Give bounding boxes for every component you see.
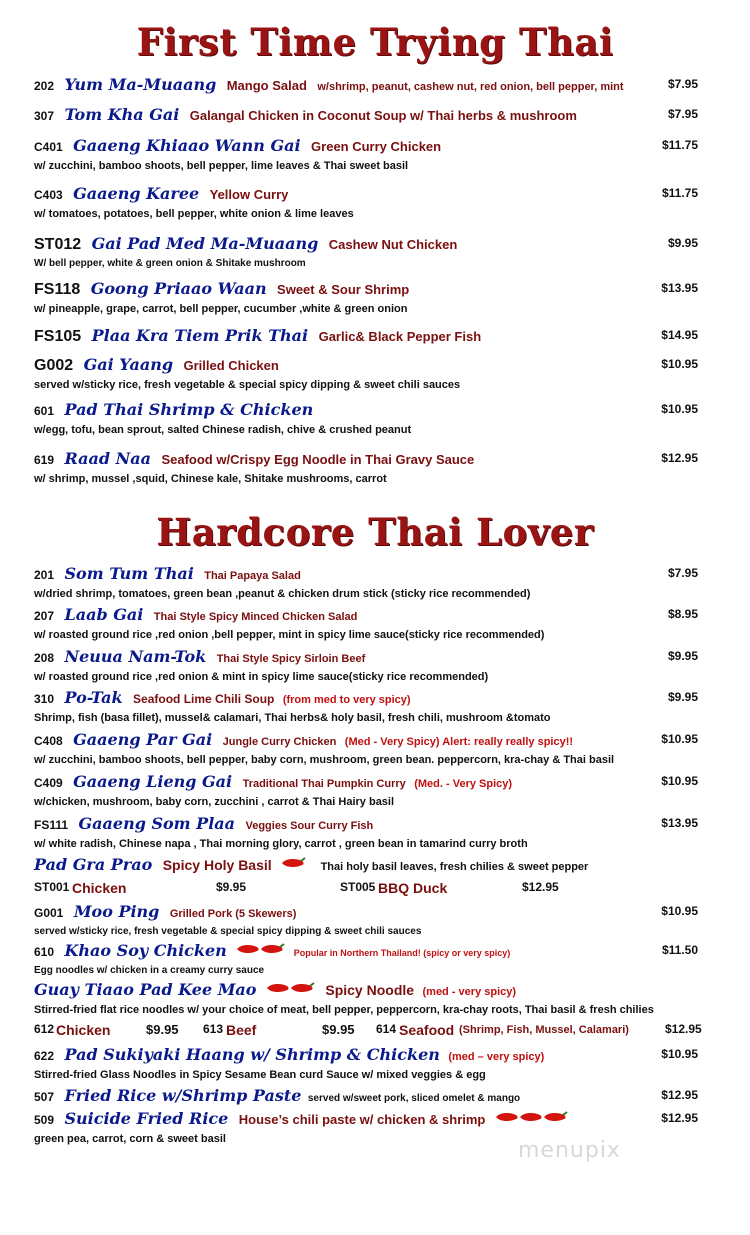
item-english-name: Seafood Lime Chili Soup <box>133 692 275 706</box>
item-english-name: Green Curry Chicken <box>311 139 442 154</box>
item-price: $7.95 <box>667 566 698 580</box>
item-description: W/ bell pepper, white & green onion & Shitake mushroom <box>34 258 306 269</box>
menu-item <box>34 941 714 976</box>
option-name: Chicken <box>72 880 127 896</box>
item-price: $12.95 <box>661 451 698 465</box>
item-description: Egg noodles w/ chicken in a creamy curry sauce <box>34 965 265 976</box>
item-code: C401 <box>34 140 63 154</box>
item-price: $9.95 <box>667 690 698 704</box>
item-thai-name: Pad Sukiyaki Haang w/ Shrimp & Chicken <box>64 1045 440 1064</box>
item-price: $13.95 <box>661 816 698 830</box>
menu-item <box>34 279 714 315</box>
item-description: w/ zucchini, bamboo shoots, bell pepper, baby corn, mushroom, green bean. peppercorn, kra-chay & Thai basil <box>34 754 615 766</box>
spice-note: Popular in Northern Thailand! (spicy or very spicy) <box>293 948 511 958</box>
option-name: Beef <box>226 1022 257 1038</box>
item-description: w/egg, tofu, bean sprout, salted Chinese radish, chive & crushed peanut <box>34 424 412 436</box>
menu-item <box>34 647 714 683</box>
item-thai-name: Gaaeng Som Plaa <box>78 814 236 833</box>
item-english-name: Thai Style Spicy Sirloin Beef <box>216 653 366 665</box>
item-price: $11.75 <box>661 186 698 200</box>
menu-item <box>34 605 714 641</box>
item-english-name: Veggies Sour Curry Fish <box>245 820 374 832</box>
menu-item <box>34 1086 714 1108</box>
item-thai-name: Suicide Fried Rice <box>64 1109 229 1128</box>
item-description: w/ white radish, Chinese napa , Thai morning glory, carrot , green bean in tamarind curry broth <box>34 838 528 850</box>
item-code: G002 <box>34 357 74 374</box>
item-description: served w/sticky rice, fresh vegetable & special spicy dipping & sweet chili sauces <box>34 926 422 937</box>
item-thai-name: Gai Yaang <box>83 355 174 374</box>
item-code: 622 <box>34 1049 55 1063</box>
item-description: w/dried shrimp, tomatoes, green bean ,peanut & chicken drum stick (sticky rice recommended) <box>34 588 531 600</box>
item-english-name: served w/sweet pork, sliced omelet & mango <box>307 1093 521 1104</box>
item-code: FS105 <box>34 328 82 345</box>
item-description: w/ pineapple, grape, carrot, bell pepper, cucumber ,white & green onion <box>34 303 408 315</box>
item-english-name: Spicy Noodle <box>325 982 415 998</box>
item-thai-name: Fried Rice w/Shrimp Paste <box>64 1086 302 1105</box>
menu-item <box>34 75 714 97</box>
item-description: w/ shrimp, mussel ,squid, Chinese kale, Shitake mushrooms, carrot <box>34 473 387 485</box>
option-price: $9.95 <box>146 1022 179 1037</box>
item-code: 202 <box>34 79 55 93</box>
item-thai-name: Pad Thai Shrimp & Chicken <box>64 400 314 419</box>
item-price: $10.95 <box>661 774 698 788</box>
menu-item <box>34 902 714 937</box>
item-price: $7.95 <box>667 77 698 91</box>
item-description: w/ roasted ground rice ,red onion ,bell pepper, mint in spicy lime sauce(sticky rice recommended) <box>34 629 545 641</box>
menu-item <box>34 772 714 808</box>
menu-item <box>34 234 714 269</box>
item-price: $11.50 <box>661 943 698 957</box>
item-code: 610 <box>34 945 55 959</box>
item-price: $14.95 <box>661 328 698 342</box>
menu-item <box>34 814 714 850</box>
item-thai-name: Gaaeng Lieng Gai <box>73 772 233 791</box>
item-price: $11.75 <box>661 138 698 152</box>
item-description: Shrimp, fish (basa fillet), mussel& calamari, Thai herbs& holy basil, fresh chili, mushroom &tomato <box>34 712 551 724</box>
chili-icon <box>494 1110 568 1129</box>
item-english-name: Grilled Chicken <box>183 358 279 373</box>
item-english-name: Thai Style Spicy Minced Chicken Salad <box>153 611 358 623</box>
item-english-name: Grilled Pork (5 Skewers) <box>169 908 297 920</box>
menu-item <box>34 564 714 600</box>
item-english-name: Jungle Curry Chicken <box>222 736 337 748</box>
item-description: w/ zucchini, bamboo shoots, bell pepper, lime leaves & Thai sweet basil <box>34 160 409 172</box>
item-code: 601 <box>34 404 55 418</box>
item-english-name: Garlic& Black Pepper Fish <box>318 329 482 344</box>
item-price: $13.95 <box>661 281 698 295</box>
item-thai-name: Gai Pad Med Ma-Muaang <box>91 234 319 253</box>
item-thai-name: Guay Tiaao Pad Kee Mao <box>34 980 257 999</box>
menu-item <box>34 730 714 766</box>
item-ingredients: w/shrimp, peanut, cashew nut, red onion, bell pepper, mint <box>317 81 624 93</box>
menu-item <box>34 136 714 172</box>
item-code: 507 <box>34 1090 55 1104</box>
option-detail: (Shrimp, Fish, Mussel, Calamari) <box>459 1024 629 1036</box>
item-code: 208 <box>34 651 55 665</box>
item-code: C403 <box>34 188 63 202</box>
item-thai-name: Khao Soy Chicken <box>64 941 227 960</box>
item-code: 207 <box>34 609 55 623</box>
item-price: $10.95 <box>661 402 698 416</box>
item-price: $10.95 <box>661 357 698 371</box>
option-code: 612 <box>34 1022 55 1036</box>
item-code: FS111 <box>34 818 69 832</box>
item-english-name: Cashew Nut Chicken <box>328 237 458 252</box>
item-price: $12.95 <box>661 1111 698 1125</box>
item-code: G001 <box>34 906 64 920</box>
holy-basil-options <box>34 880 714 898</box>
watermark-logo: menupix <box>518 1138 621 1163</box>
item-price: $9.95 <box>667 649 698 663</box>
item-code: 509 <box>34 1113 55 1127</box>
item-price: $10.95 <box>661 904 698 918</box>
item-code: C409 <box>34 776 63 790</box>
item-thai-name: Gaaeng Karee <box>73 184 200 203</box>
item-thai-name: Gaaeng Khiaao Wann Gai <box>73 136 301 155</box>
item-price: $10.95 <box>661 732 698 746</box>
option-name: BBQ Duck <box>378 880 448 896</box>
item-thai-name: Tom Kha Gai <box>64 105 180 124</box>
item-price: $8.95 <box>667 607 698 621</box>
item-price: $12.95 <box>661 1088 698 1102</box>
menu-item-kee-mao <box>34 980 714 1016</box>
chili-icon <box>280 856 306 875</box>
spice-note: (from med to very spicy) <box>282 694 411 706</box>
option-code: ST005 <box>340 880 376 894</box>
item-english-name: Spicy Holy Basil <box>162 857 272 873</box>
item-english-name: Traditional Thai Pumpkin Curry <box>242 778 406 790</box>
menu-item <box>34 400 714 436</box>
item-price: $10.95 <box>661 1047 698 1061</box>
menu-item <box>34 1045 714 1081</box>
item-code: 201 <box>34 568 55 582</box>
item-english-name: Yellow Curry <box>209 187 289 202</box>
item-english-name: House’s chili paste w/ chicken & shrimp <box>238 1112 486 1127</box>
option-price: $9.95 <box>322 1022 355 1037</box>
item-code: ST012 <box>34 236 82 253</box>
item-description: Stirred-fried flat rice noodles w/ your choice of meat, bell pepper, peppercorn, kra-chay roots, Thai basil & fresh chilies <box>34 1004 654 1016</box>
menu-item <box>34 326 714 348</box>
item-english-name: Sweet & Sour Shrimp <box>277 282 410 297</box>
item-code: FS118 <box>34 281 81 298</box>
menu-item <box>34 355 714 391</box>
option-price: $12.95 <box>522 880 559 894</box>
item-description: w/chicken, mushroom, baby corn, zucchini , carrot & Thai Hairy basil <box>34 796 395 808</box>
item-thai-name: Laab Gai <box>64 605 144 624</box>
option-code: 613 <box>203 1022 224 1036</box>
chili-icon <box>235 942 285 961</box>
item-code: C408 <box>34 734 63 748</box>
spice-note: (med – very spicy) <box>448 1051 545 1063</box>
item-english-name: Thai Papaya Salad <box>204 570 301 582</box>
item-code: 619 <box>34 453 55 467</box>
menu-item <box>34 105 714 127</box>
menu-item <box>34 449 714 485</box>
item-thai-name: Plaa Kra Tiem Prik Thai <box>91 326 309 345</box>
item-description: w/ roasted ground rice ,red onion & mint in spicy lime sauce(sticky rice recommended) <box>34 671 489 683</box>
item-thai-name: Raad Naa <box>64 449 151 468</box>
item-code: 307 <box>34 109 55 123</box>
item-description: w/ tomatoes, potatoes, bell pepper, white onion & lime leaves <box>34 208 354 220</box>
section-title-hardcore: Hardcore Thai Lover <box>156 510 594 554</box>
item-english-name: Seafood w/Crispy Egg Noodle in Thai Gravy Sauce <box>161 452 475 467</box>
option-price: $9.95 <box>216 880 247 894</box>
item-description: Thai holy basil leaves, fresh chilies & sweet pepper <box>320 861 589 873</box>
item-thai-name: Gaaeng Par Gai <box>73 730 213 749</box>
item-thai-name: Pad Gra Prao <box>34 855 153 874</box>
option-price: $12.95 <box>665 1022 702 1036</box>
item-thai-name: Moo Ping <box>73 902 160 921</box>
item-english-name: Mango Salad <box>226 78 307 93</box>
chili-icon <box>265 981 315 1000</box>
option-code: 614 <box>376 1022 397 1036</box>
item-thai-name: Neuua Nam-Tok <box>64 647 207 666</box>
menu-item-holy-basil <box>34 855 714 877</box>
spice-note: (med - very spicy) <box>422 986 517 998</box>
item-thai-name: Som Tum Thai <box>64 564 194 583</box>
item-thai-name: Po-Tak <box>64 688 123 707</box>
item-description: Stirred-fried Glass Noodles in Spicy Sesame Bean curd Sauce w/ mixed veggies & egg <box>34 1069 486 1081</box>
menu-item <box>34 688 714 724</box>
section-title-first-time: First Time Trying Thai <box>136 20 614 64</box>
item-description: green pea, carrot, corn & sweet basil <box>34 1133 226 1145</box>
item-english-name: Galangal Chicken in Coconut Soup w/ Thai herbs & mushroom <box>189 108 577 123</box>
item-thai-name: Yum Ma-Muaang <box>64 75 217 94</box>
menu-item <box>34 184 714 220</box>
spice-note: (Med - Very Spicy) Alert: really really spicy!! <box>344 736 574 748</box>
item-description: served w/sticky rice, fresh vegetable & special spicy dipping & sweet chili sauces <box>34 379 461 391</box>
option-name: Seafood <box>399 1022 455 1038</box>
item-price: $7.95 <box>667 107 698 121</box>
option-code: ST001 <box>34 880 70 894</box>
item-price: $9.95 <box>667 236 698 250</box>
kee-mao-options <box>34 1022 714 1040</box>
option-name: Chicken <box>56 1022 111 1038</box>
spice-note: (Med. - Very Spicy) <box>414 778 513 790</box>
item-code: 310 <box>34 692 55 706</box>
item-thai-name: Goong Priaao Waan <box>90 279 267 298</box>
